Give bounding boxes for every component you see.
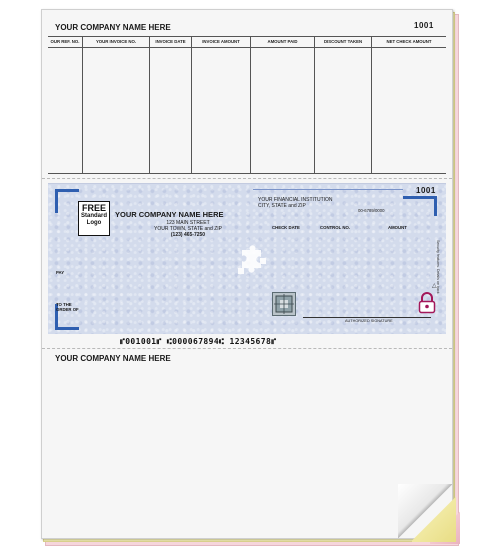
frame-top-line bbox=[253, 189, 403, 190]
perforation-top bbox=[42, 178, 452, 179]
column-header: INVOICE DATE bbox=[150, 37, 191, 48]
hologram-icon bbox=[272, 292, 296, 316]
control-no-label: CONTROL NO. bbox=[320, 225, 350, 230]
bank-name: YOUR FINANCIAL INSTITUTION bbox=[258, 197, 333, 203]
security-triangle-icon: △ bbox=[432, 283, 437, 289]
padlock-icon bbox=[418, 292, 436, 314]
check-body bbox=[48, 183, 446, 334]
logo-free-text: FREE bbox=[81, 203, 106, 213]
frame-corner bbox=[55, 189, 79, 192]
column-invoice-amount bbox=[192, 37, 251, 173]
page-curl bbox=[398, 484, 452, 538]
to-the-label: TO THE bbox=[56, 302, 72, 307]
signature-label: AUTHORIZED SIGNATURE bbox=[345, 319, 393, 323]
check-company-name: YOUR COMPANY NAME HERE bbox=[115, 210, 224, 219]
micr-line: ⑈001001⑈ ⑆000067894⑆ 12345678⑈ bbox=[120, 337, 277, 346]
frame-corner bbox=[55, 189, 58, 213]
column-header: YOUR INVOICE NO. bbox=[83, 37, 149, 48]
pay-label: PAY bbox=[56, 270, 65, 275]
amount-label: AMOUNT bbox=[388, 225, 407, 230]
logo-standard-text: Standard bbox=[80, 213, 107, 219]
column-net-amount bbox=[372, 37, 446, 173]
frame-corner bbox=[434, 196, 437, 216]
logo-logo-text: Logo bbox=[86, 220, 102, 226]
column-discount-taken bbox=[315, 37, 372, 173]
column-header: AMOUNT PAID bbox=[251, 37, 314, 48]
address-street: 123 MAIN STREET bbox=[166, 220, 210, 226]
column-invoice-date bbox=[150, 37, 192, 173]
column-header: NET CHECK AMOUNT bbox=[372, 37, 446, 48]
company-logo bbox=[78, 201, 110, 236]
column-header: INVOICE AMOUNT bbox=[192, 37, 250, 48]
perforation-bottom bbox=[42, 348, 452, 349]
company-phone: (123) 465-7250 bbox=[170, 232, 206, 238]
column-amount-paid bbox=[251, 37, 315, 173]
stub-top-company: YOUR COMPANY NAME HERE bbox=[55, 23, 171, 32]
security-note: Security features. Details on back. bbox=[436, 240, 440, 295]
remittance-table bbox=[48, 36, 446, 174]
payee-label bbox=[56, 302, 79, 312]
column-our-ref bbox=[48, 37, 83, 173]
bank-city: CITY, STATE and ZIP bbox=[258, 203, 306, 209]
frame-corner bbox=[403, 196, 437, 199]
stub-bottom-company: YOUR COMPANY NAME HERE bbox=[55, 354, 171, 363]
bank-info bbox=[258, 197, 333, 209]
address-city: YOUR TOWN, STATE and ZIP bbox=[154, 226, 222, 232]
puzzle-watermark-icon bbox=[234, 244, 274, 280]
check-sheet bbox=[41, 9, 453, 539]
routing-fraction: 00-6789/0000 bbox=[358, 208, 385, 213]
column-header: OUR REF. NO. bbox=[48, 37, 82, 48]
check-number: 1001 bbox=[416, 186, 436, 195]
signature-line bbox=[303, 317, 431, 318]
column-header: DISCOUNT TAKEN bbox=[315, 37, 371, 48]
company-address bbox=[143, 220, 233, 238]
check-date-label: CHECK DATE bbox=[272, 225, 300, 230]
frame-corner bbox=[55, 327, 79, 330]
order-of-label: ORDER OF bbox=[56, 307, 79, 312]
column-invoice-no bbox=[83, 37, 150, 173]
stub-top-check-number: 1001 bbox=[414, 21, 434, 30]
